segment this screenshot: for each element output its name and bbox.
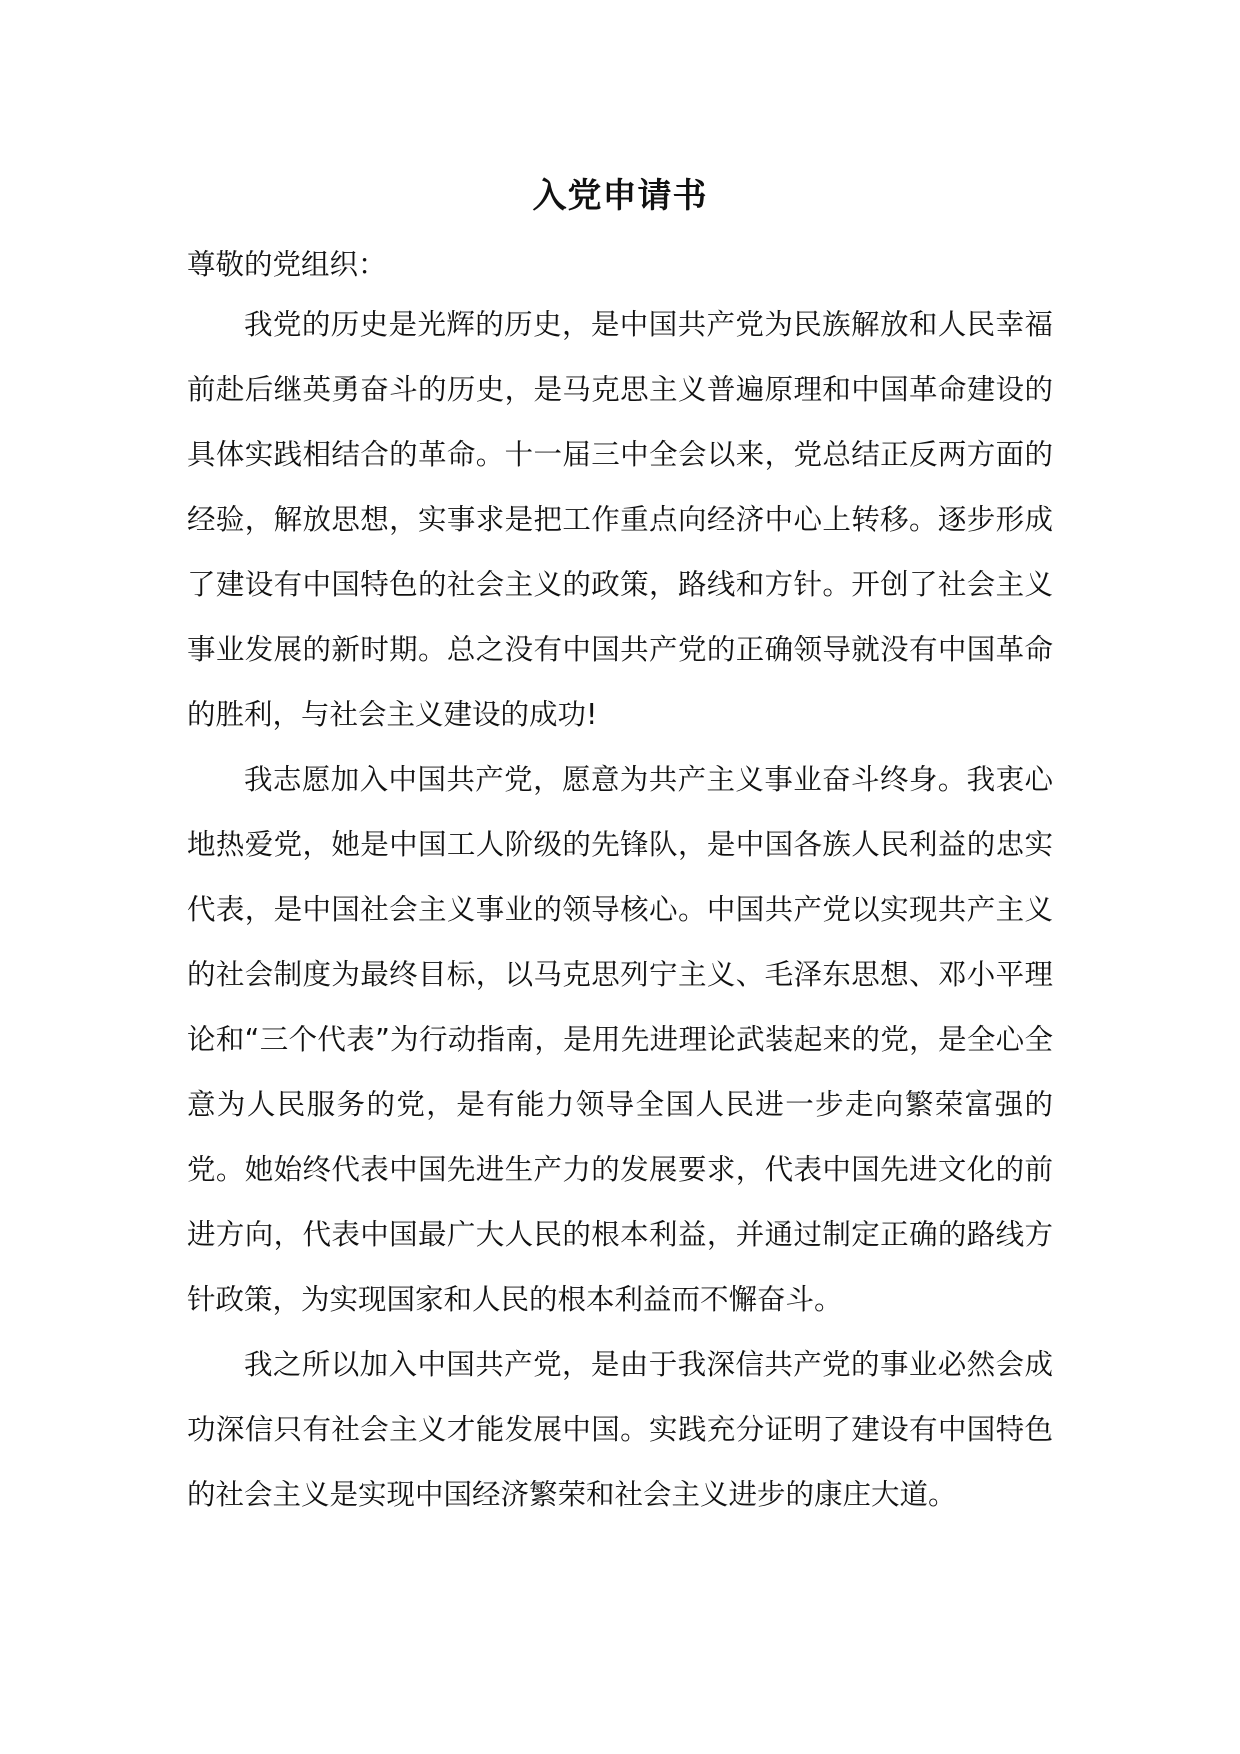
document-title: 入党申请书 <box>532 176 708 216</box>
paragraph-2: 我志愿加入中国共产党，愿意为共产主义事业奋斗终身。我衷心地热爱党，她是中国工人阶级的先锋队，是中国各族人民利益的忠实代表，是中国社会主义事业的领导核心。中国共产党以实现共产主义的社会制度为最终目标，以马克思列宁主义、毛泽东思想、邓小平理论和“三个代表”为行动指南，是用先进理论武装起来的党，是全心全意为人民服务的党，是有能力领导全国人民进一步走向繁荣富强的党。她始终代表中国先进生产力的发展要求，代表中国先进文化的前进方向，代表中国最广大人民的根本利益，并通过制定正确的路线方针政策，为实现国家和人民的根本利益而不懈奋斗。 <box>187 763 1053 1316</box>
document-body <box>187 238 1053 1527</box>
salutation: 尊敬的党组织： <box>187 248 387 281</box>
paragraph-3: 我之所以加入中国共产党，是由于我深信共产党的事业必然会成功深信只有社会主义才能发展中国。实践充分证明了建设有中国特色的社会主义是实现中国经济繁荣和社会主义进步的康庄大道。 <box>187 1348 1053 1511</box>
paragraph-1: 我党的历史是光辉的历史，是中国共产党为民族解放和人民幸福前赴后继英勇奋斗的历史，是马克思主义普遍原理和中国革命建设的具体实践相结合的革命。十一届三中全会以来，党总结正反两方面的经验，解放思想，实事求是把工作重点向经济中心上转移。逐步形成了建设有中国特色的社会主义的政策，路线和方针。开创了社会主义事业发展的新时期。总之没有中国共产党的正确领导就没有中国革命的胜利，与社会主义建设的成功! <box>187 308 1053 731</box>
